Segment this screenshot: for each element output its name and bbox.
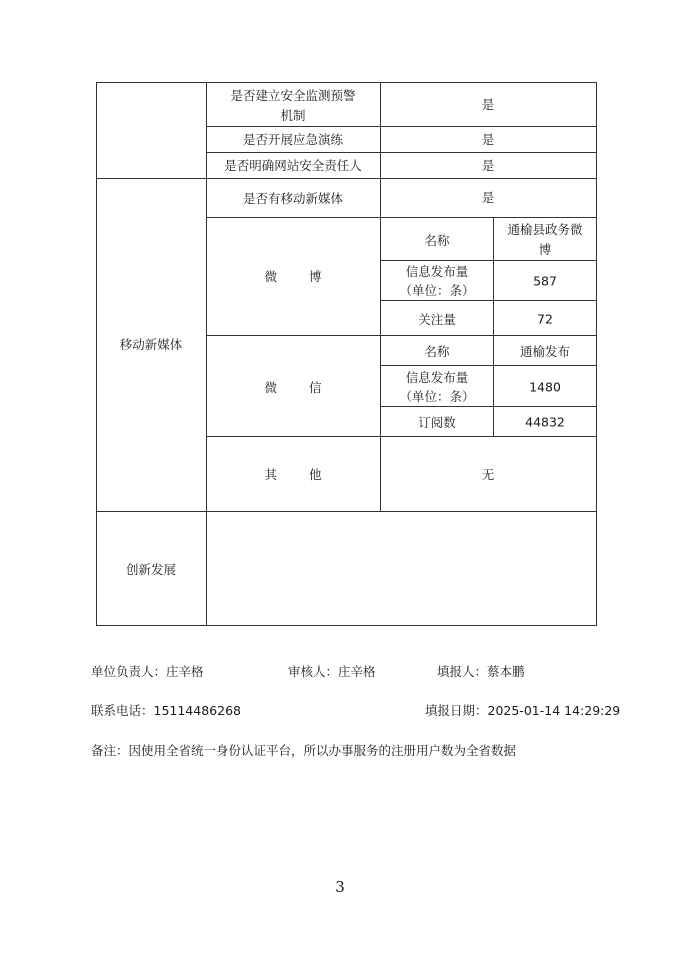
has-media-label: 是否有移动新媒体: [242, 191, 344, 206]
drill-value: 是: [481, 132, 495, 147]
innovation-label: 创新发展: [125, 562, 177, 577]
weibo-name-value: 通榆县政务微: [507, 222, 583, 237]
weixin-subscribers-label: 订阅数: [418, 415, 456, 430]
drill-label: 是否开展应急演练: [242, 132, 344, 147]
fill-date: 填报日期：2025-01-14 14:29:29: [425, 703, 621, 718]
footnote: 备注：因使用全省统一身份认证平台，所以办事服务的注册用户数为全省数据: [91, 743, 517, 758]
table-divider: [380, 260, 597, 261]
table-divider: [380, 300, 597, 301]
table-divider: [206, 152, 597, 153]
page-number: 3: [335, 878, 345, 896]
table-divider: [96, 178, 597, 179]
weixin-posts-label: 信息发布量: [405, 370, 469, 385]
table-border-right: [596, 82, 597, 626]
weibo-posts-unit: （单位：条）: [399, 283, 475, 298]
table-divider: [206, 436, 597, 437]
other-value: 无: [481, 467, 495, 482]
mobile-media-section-label: 移动新媒体: [119, 337, 183, 352]
table-divider: [96, 511, 597, 512]
phone: 联系电话：15114486268: [91, 703, 241, 718]
warning-mechanism-label-2: 机制: [280, 108, 306, 123]
weixin-label: 微 信: [264, 380, 336, 395]
table-divider: [206, 217, 597, 218]
weibo-posts-label: 信息发布量: [405, 264, 469, 279]
table-divider: [206, 82, 207, 626]
weibo-name-label: 名称: [424, 233, 450, 248]
table-border-top: [96, 82, 597, 83]
weibo-followers-value: 72: [537, 311, 553, 327]
table-border-left: [96, 82, 97, 626]
weibo-posts-value: 587: [533, 273, 557, 289]
table-divider: [493, 217, 494, 437]
table-divider: [380, 406, 597, 407]
responsible-value: 是: [481, 158, 495, 173]
other-label: 其 他: [264, 467, 336, 482]
reviewer: 审核人：庄辛格: [288, 664, 376, 679]
weibo-label: 微 博: [264, 269, 336, 284]
table-divider: [380, 82, 381, 512]
filler: 填报人：蔡本鹏: [437, 664, 525, 679]
weixin-name-label: 名称: [424, 344, 450, 359]
warning-mechanism-value: 是: [481, 97, 495, 112]
has-media-value: 是: [481, 190, 495, 205]
table-border-bottom: [96, 625, 597, 626]
table-divider: [206, 335, 597, 336]
weixin-posts-unit: （单位：条）: [399, 389, 475, 404]
weixin-name-value: 通榆发布: [519, 344, 571, 359]
warning-mechanism-label: 是否建立安全监测预警: [230, 88, 356, 103]
responsible-label: 是否明确网站安全责任人: [224, 158, 362, 173]
weibo-name-value-2: 博: [538, 242, 552, 257]
weixin-posts-value: 1480: [529, 379, 561, 395]
table-divider: [206, 126, 597, 127]
unit-head: 单位负责人：庄辛格: [91, 664, 204, 679]
weibo-followers-label: 关注量: [418, 312, 456, 327]
table-divider: [380, 365, 597, 366]
weixin-subscribers-value: 44832: [525, 414, 565, 430]
